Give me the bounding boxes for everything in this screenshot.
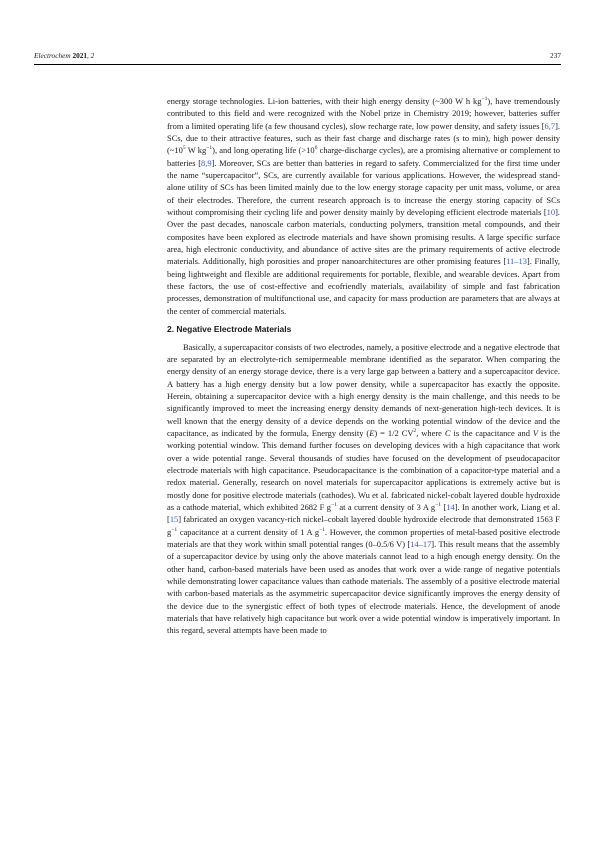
text-run: ]. SCs, due to their attractive features, such as their fast charge and discharge rates (s to min), high power density (~10 bbox=[167, 120, 560, 156]
journal-name: Electrochem bbox=[34, 51, 71, 60]
text-run: at a current density of 3 A g bbox=[336, 502, 436, 512]
text-run: ]. In another work, Liang et al. [ bbox=[167, 502, 561, 525]
text-run: ]. This result means that the assembly of a supercapacitor device by using only the above materials cannot lead to a high enough energy density. On the other hand, carbon-based materials have been used as anodes that work over a wide range of negative potentials while demonstrating lower capacitance values than cathode materials. The assembly of a positive electrode material with carbon-based materials as the asymmetric supercapacitor device significantly improves the energy density of the device due to the synergistic effect of both types of electrode materials. Hence, the development of anode materials that have relatively high capacitance but work over a wide potential window is imperatively important. In this regard, several attempts have been made to bbox=[167, 538, 560, 636]
page-number: 237 bbox=[550, 51, 561, 60]
text-run: Basically, a supercapacitor consists of two electrodes, namely, a positive electrode and a negative electrode that are separated by an electrolyte-rich semipermeable membrane identified as the separator. When comparing the energy density of an energy storage device, there is a very large gap between a battery and a supercapacitor device. A battery has a high energy density but a low power density, while a supercapacitor has exactly the opposite. Herein, obtaining a supercapacitor device with a high energy density is the main challenge, and this needs to be significantly improved to meet the increasing energy density demands of next-generation high-tech devices. It is well known that the energy density of a device depends on the working potential window of the device and the capacitance, as indicated by the formula, Energy density ( bbox=[167, 341, 560, 439]
paragraph-intro bbox=[167, 95, 560, 317]
citation-link[interactable]: 6,7 bbox=[544, 120, 556, 131]
text-run: ]. Moreover, SCs are better than batteries in regard to safety. Commercialized for the first time under the name “supercapacitor”, SCs, are currently available for various applications. However, the widespread stand-alone utility of SCs has been limited mainly due to the low energy storage capacity per unit mass, volume, or area of their electrodes. Therefore, the current research approach is to increase the energy storing capacity of SCs without compromising their cycling life and power density mainly by developing efficient electrode materials [ bbox=[167, 157, 560, 217]
citation-link[interactable]: 11–13 bbox=[506, 256, 527, 267]
text-run: [ bbox=[441, 502, 447, 512]
text-run: , where bbox=[416, 428, 445, 439]
text-run: is the working potential window. This demand further focuses on developing devices with a high capacitance that work over a wide potential range. Several thousands of studies have focused on the development of pseudocapacitor electrode materials with high capacitance. Pseudocapacitance is the combination of a capacitor-type material and a redox material. Generally, research on novel materials for supercapacitor applications is extremely active but is mostly done for positive electrode materials (cathodes). Wu et al. fabricated nickel-cobalt layered double hydroxide as a cathode material, which exhibited 2682 F g bbox=[167, 428, 560, 512]
text-run: ]. Over the past decades, nanoscale carbon materials, conducting polymers, transition metal compounds, and their composites have been explored as electrode materials and have shown promising results. A large specific surface area, high electronic conductivity, and abundance of active sites are the primary requirements of active electrode materials. Additionally, high porosities and proper nanoarchitectures are other promising features [ bbox=[167, 206, 560, 267]
text-run: charge-discharge cycles), are a promising alternative or complement to batteries [ bbox=[167, 145, 560, 168]
variable: C bbox=[444, 428, 451, 439]
journal-volume: , 2 bbox=[87, 51, 95, 60]
section-heading: 2. Negative Electrode Materials bbox=[167, 324, 292, 335]
journal-citation bbox=[34, 51, 94, 60]
text-run: capacitance at a current density of 1 A g bbox=[177, 526, 320, 537]
citation-link[interactable]: 14 bbox=[446, 502, 455, 512]
running-header bbox=[34, 51, 561, 63]
superscript: −1 bbox=[435, 502, 442, 509]
citation-link[interactable]: 8,9 bbox=[201, 157, 212, 168]
superscript: 5 bbox=[182, 145, 186, 152]
citation-link[interactable]: 15 bbox=[169, 514, 179, 525]
superscript: −1 bbox=[331, 502, 337, 509]
text-run: ] fabricated an oxygen vacancy-rich nickel–cobalt layered double hydroxide electrode that demonstrated 1563 F g bbox=[167, 514, 560, 537]
superscript: −1 bbox=[319, 526, 326, 533]
text-run: . However, the common properties of metal-based positive electrode materials are that they work within small potential ranges (0–0.5/6 V) [ bbox=[167, 526, 560, 549]
variable: V bbox=[532, 428, 539, 439]
citation-link[interactable]: 10 bbox=[546, 206, 556, 217]
text-run: energy storage technologies. Li-ion batteries, with their high energy density (~300 W h kg bbox=[167, 96, 482, 106]
header-rule bbox=[34, 64, 561, 65]
text-run: ), have tremendously contributed to this field and were recognized with the Nobel prize in Chemistry 2019; however, batteries suffer from a limited operating life (a few thousand cycles), slow recharge rate, low power density, and safety issues [ bbox=[167, 96, 561, 131]
text-run: ]. Finally, being lightweight and flexible are additional requirements for portable, flexible, and wearable devices. Apart from these factors, the use of cost-effective and ecofriendly materials, availability of simple and fast fabrication processes, demonstration of multifunctional use, and capacity for mass production are parameters that are always at the center of commercial materials. bbox=[167, 256, 560, 316]
citation-link[interactable]: 14–17 bbox=[410, 538, 432, 549]
superscript: −1 bbox=[171, 526, 178, 533]
text-run: W kg bbox=[185, 145, 207, 156]
paragraph-negative-electrodes bbox=[167, 341, 560, 637]
text-run: ), and long operating life (>10 bbox=[212, 145, 315, 156]
journal-year: 2021 bbox=[72, 51, 88, 60]
superscript: 6 bbox=[314, 145, 318, 152]
superscript: −1 bbox=[481, 96, 488, 103]
variable: E bbox=[369, 428, 375, 439]
article-body bbox=[167, 95, 560, 637]
text-run: is the capacitance and bbox=[450, 428, 533, 439]
superscript: −1 bbox=[206, 145, 213, 152]
superscript: 2 bbox=[413, 428, 417, 435]
text-run: ) = 1/2 CV bbox=[374, 428, 414, 439]
